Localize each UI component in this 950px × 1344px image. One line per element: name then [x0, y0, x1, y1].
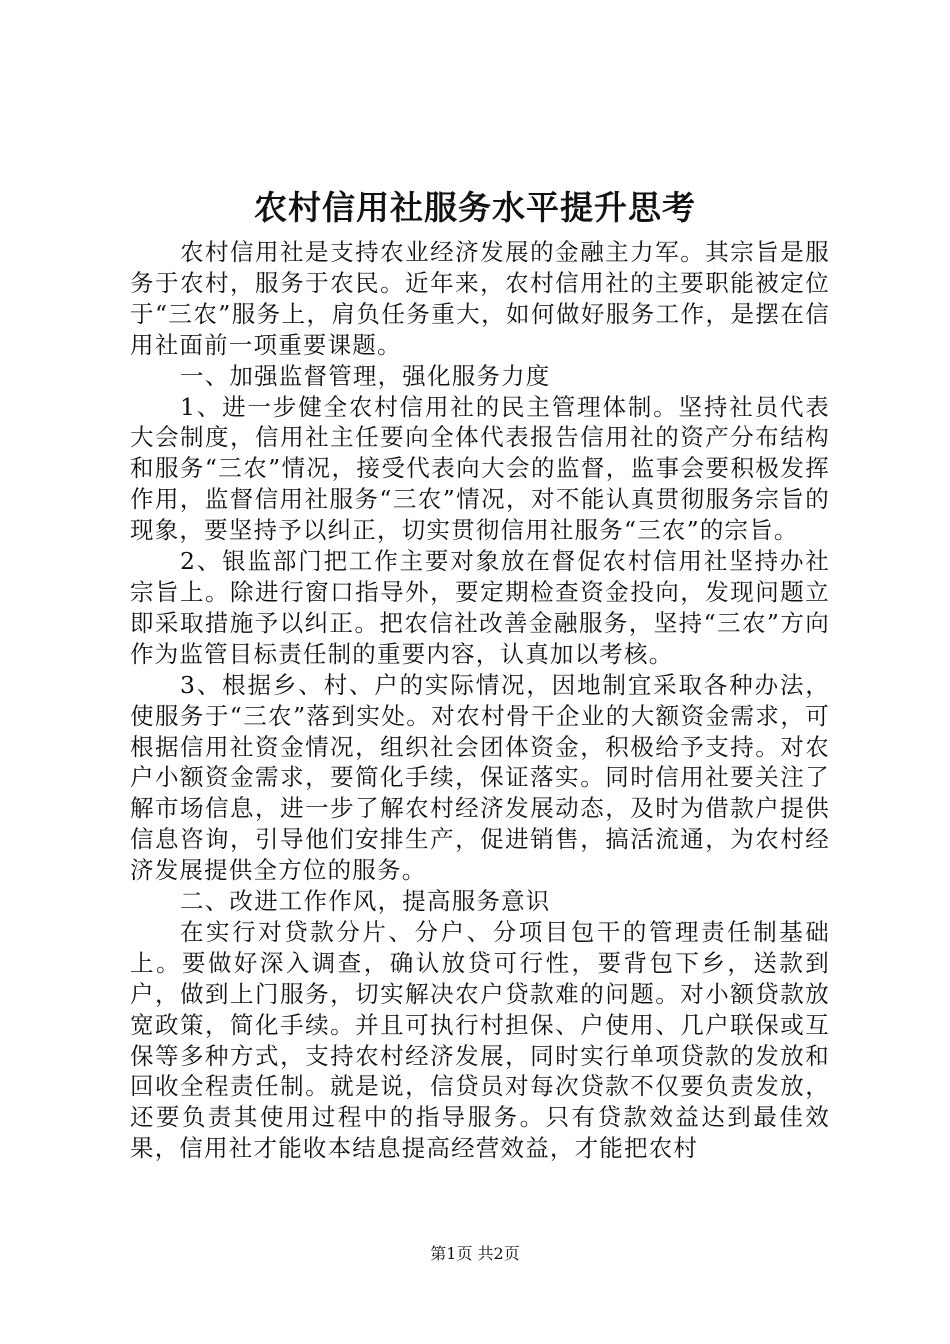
- document-title: 农村信用社服务水平提升思考: [254, 188, 696, 227]
- page-number-footer: 第1页 共2页: [430, 1244, 520, 1263]
- section-heading-1: 一、加强监督管理，强化服务力度: [180, 361, 551, 390]
- paragraph-1-1: 1、进一步健全农村信用社的民主管理体制。坚持社员代表大会制度，信用社主任要向全体代表报告信用社的资产分布结构和服务“三农”情况，接受代表向大会的监督，监事会要积极发挥作用，监督信用社服务“三农”情况，对不能认真贯彻服务宗旨的现象，要坚持予以纠正，切实贯彻信用社服务“三农”的宗旨。: [130, 392, 830, 545]
- paragraph-1-3: 3、根据乡、村、户的实际情况，因地制宜采取各种办法，使服务于“三农”落到实处。对农村骨干企业的大额资金需求，可根据信用社资金情况，组织社会团体资金，积极给予支持。对农户小额资金需求，要简化手续，保证落实。同时信用社要关注了解市场信息，进一步了解农村经济发展动态，及时为借款户提供信息咨询，引导他们安排生产，促进销售，搞活流通，为农村经济发展提供全方位的服务。: [130, 670, 830, 885]
- paragraph-2-1: 在实行对贷款分片、分户、分项目包干的管理责任制基础上。要做好深入调查，确认放贷可行性，要背包下乡，送款到户，做到上门服务，切实解决农户贷款难的问题。对小额贷款放宽政策，简化手续。并且可执行村担保、户使用、几户联保或互保等多种方式，支持农村经济发展，同时实行单项贷款的发放和回收全程责任制。就是说，信贷员对每次贷款不仅要负责发放，还要负责其使用过程中的指导服务。只有贷款效益达到最佳效果，信用社才能收本结息提高经营效益，才能把农村: [130, 917, 830, 1163]
- document-body: [130, 237, 830, 1164]
- section-heading-2: 二、改进工作作风，提高服务意识: [180, 887, 551, 916]
- paragraph-intro: 农村信用社是支持农业经济发展的金融主力军。其宗旨是服务于农村，服务于农民。近年来，农村信用社的主要职能被定位于“三农”服务上，肩负任务重大，如何做好服务工作，是摆在信用社面前一项重要课题。: [130, 238, 830, 359]
- paragraph-1-2: 2、银监部门把工作主要对象放在督促农村信用社坚持办社宗旨上。除进行窗口指导外，要定期检查资金投向，发现问题立即采取措施予以纠正。把农信社改善金融服务，坚持“三农”方向作为监管目标责任制的重要内容，认真加以考核。: [130, 547, 830, 668]
